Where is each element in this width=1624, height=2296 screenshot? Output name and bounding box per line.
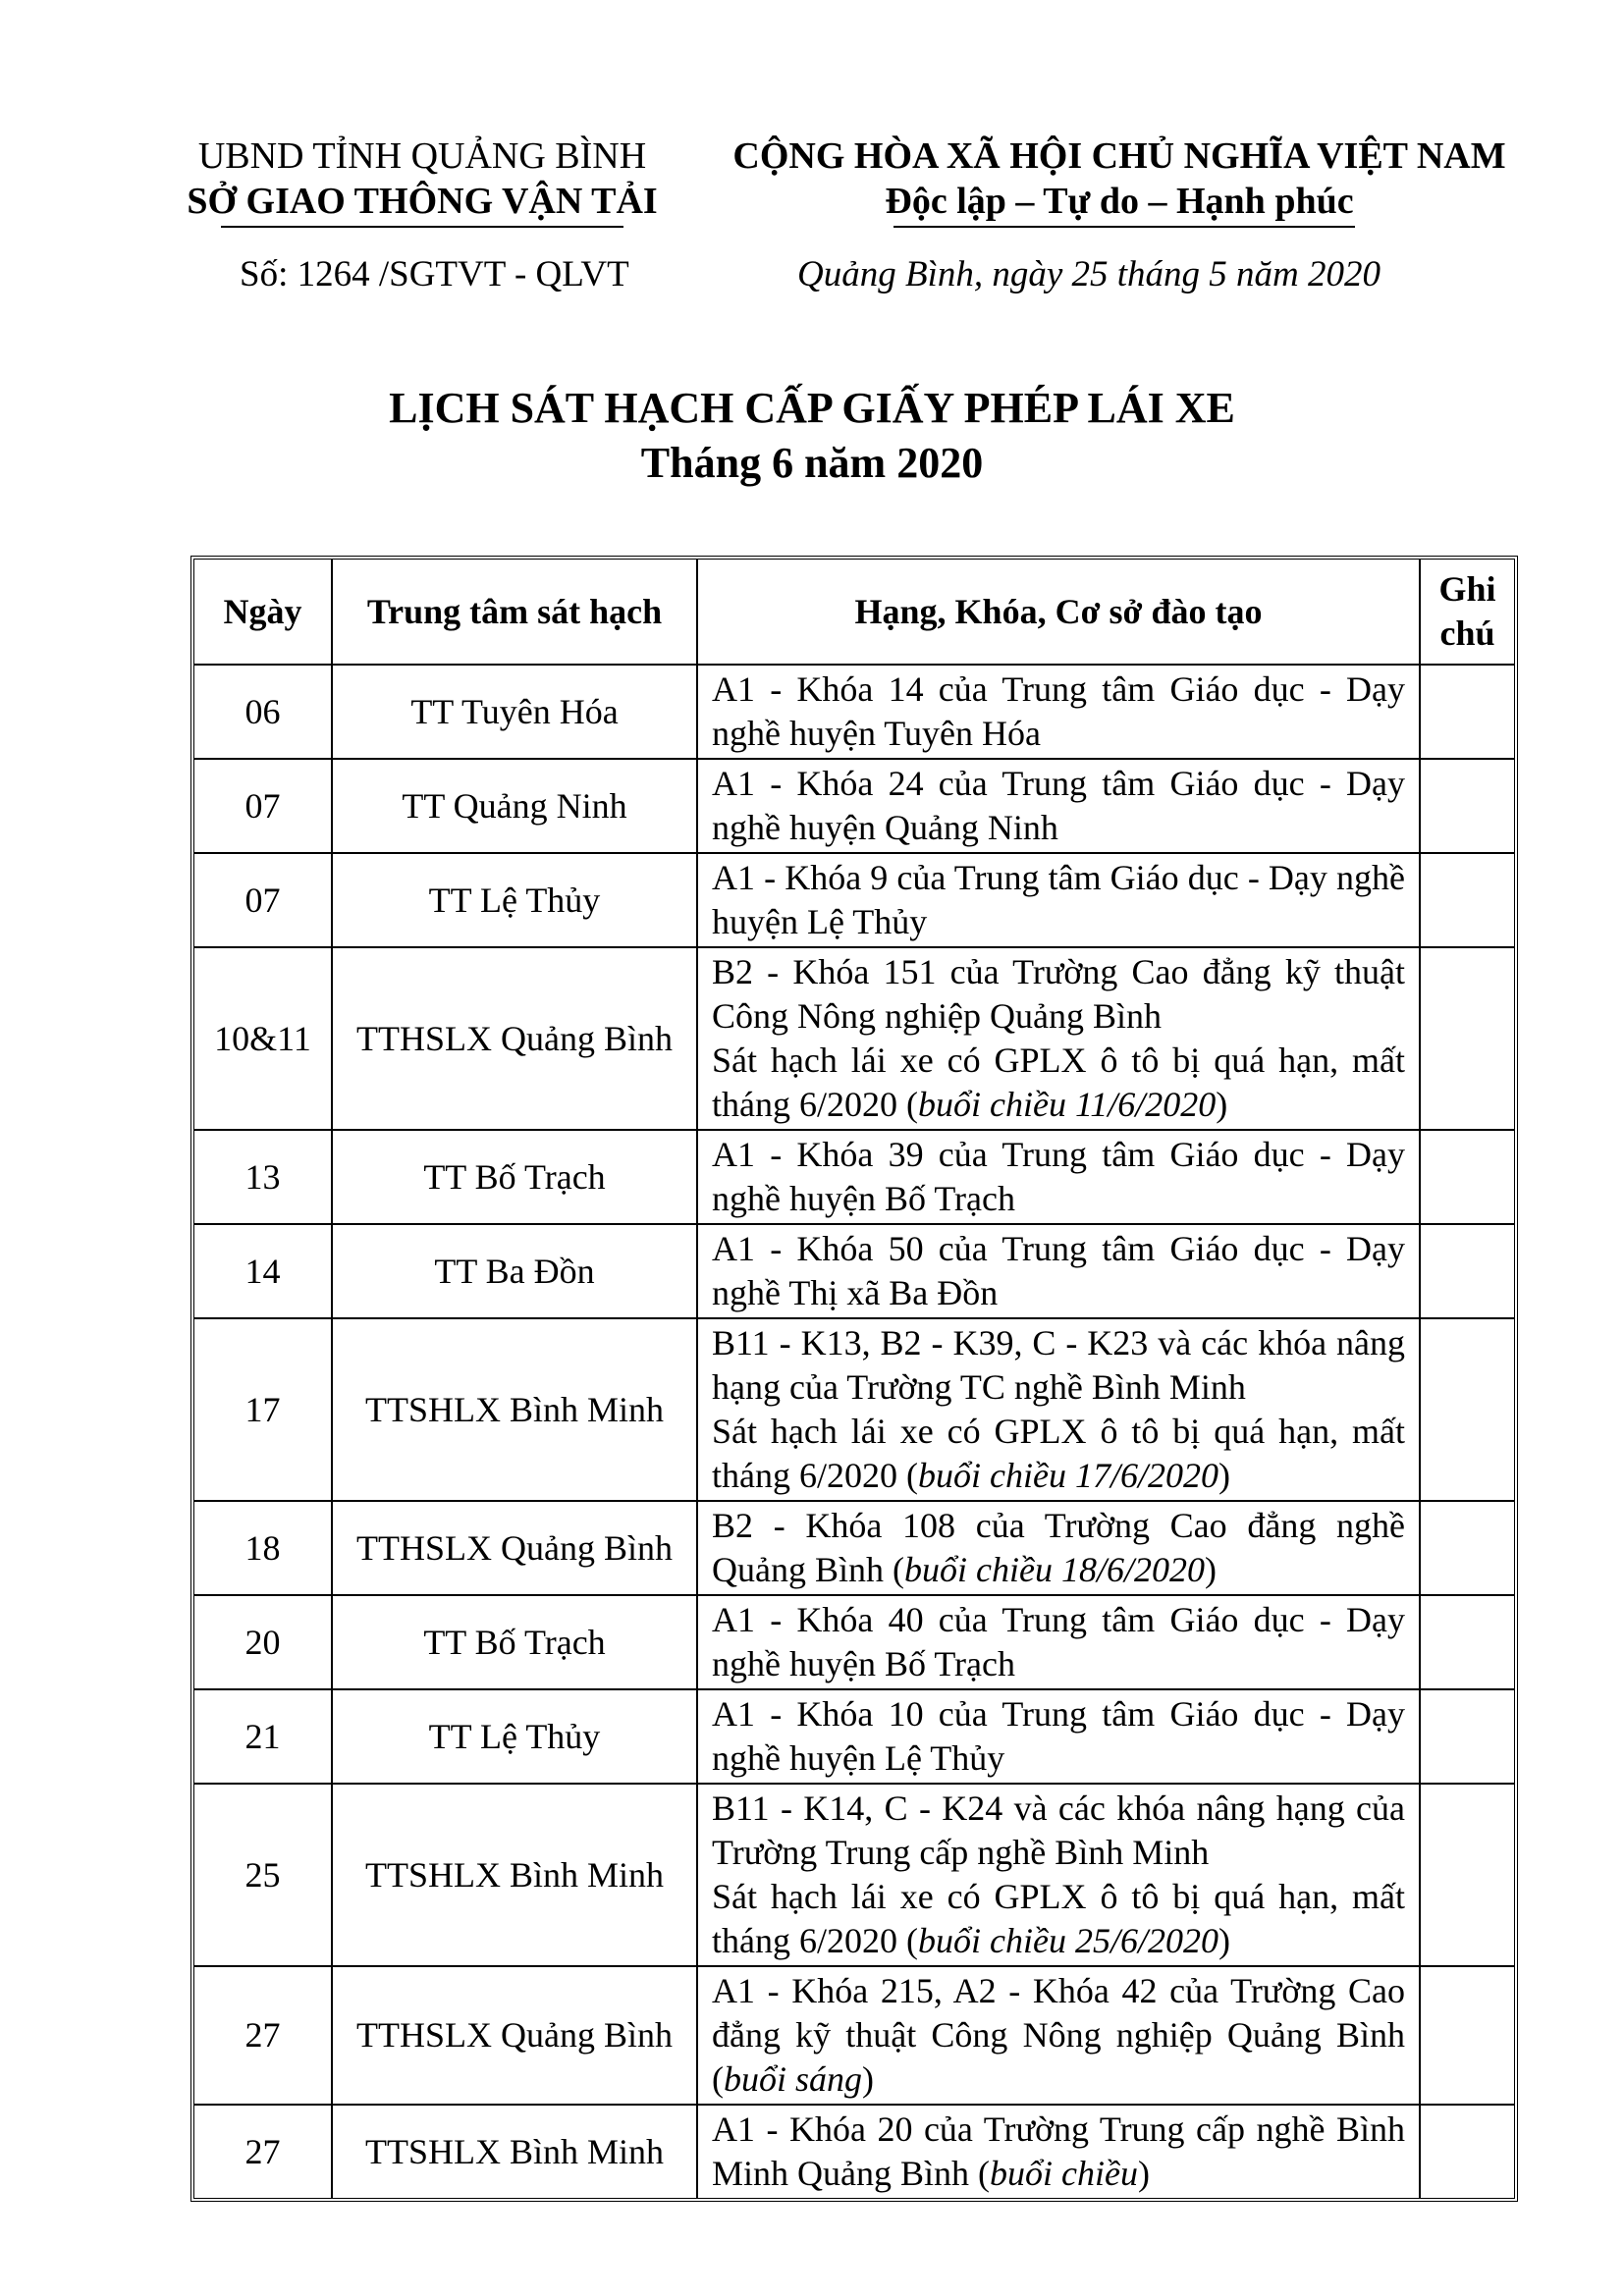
detail-text-end: ): [1137, 2154, 1150, 2193]
detail-line: [712, 1410, 1405, 1498]
row-detail: [697, 1966, 1420, 2105]
row-date: 18: [194, 1501, 332, 1595]
national-heading: [727, 133, 1512, 228]
detail-text: A1 - Khóa 24 của Trung tâm Giáo dục - Dạy nghề huyện Quảng Ninh: [712, 764, 1405, 847]
table-row: [194, 1595, 1514, 1689]
row-note: [1420, 1966, 1514, 2105]
row-center: TTHSLX Quảng Bình: [332, 1966, 697, 2105]
issuer-block: [147, 133, 697, 228]
detail-line: [712, 762, 1405, 850]
detail-line: [712, 1504, 1405, 1592]
document-number: Số: 1264 /SGTVT - QLVT: [240, 254, 629, 294]
detail-text-end: ): [862, 2059, 875, 2099]
detail-text: A1 - Khóa 40 của Trung tâm Giáo dục - Dạy nghề huyện Bố Trạch: [712, 1600, 1405, 1683]
detail-line: [712, 1321, 1405, 1410]
session-time: buổi sáng: [724, 2059, 863, 2099]
detail-line: [712, 2108, 1405, 2196]
detail-line: [712, 1039, 1405, 1127]
detail-text: B11 - K14, C - K24 và các khóa nâng hạng của Trường Trung cấp nghề Bình Minh: [712, 1789, 1405, 1872]
org-parent: UBND TỈNH QUẢNG BÌNH: [197, 135, 647, 177]
table-row: [194, 853, 1514, 947]
row-center: TTSHLX Bình Minh: [332, 1318, 697, 1501]
document-title: LỊCH SÁT HẠCH CẤP GIẤY PHÉP LÁI XE: [389, 384, 1235, 432]
table-row: [194, 1966, 1514, 2105]
row-detail: [697, 1130, 1420, 1224]
row-note: [1420, 1784, 1514, 1966]
schedule-table: [194, 560, 1514, 2198]
table-row: [194, 1318, 1514, 1501]
detail-line: [712, 1787, 1405, 1875]
schedule-table-frame: [190, 556, 1518, 2202]
row-center: TT Lệ Thủy: [332, 1689, 697, 1784]
country-name: CỘNG HÒA XÃ HỘI CHỦ NGHĨA VIỆT NAM: [732, 135, 1506, 177]
header-center: Trung tâm sát hạch: [332, 560, 697, 665]
row-center: TT Bố Trạch: [332, 1595, 697, 1689]
detail-line: [712, 1692, 1405, 1781]
document-subtitle: Tháng 6 năm 2020: [640, 439, 984, 487]
detail-text: A1 - Khóa 9 của Trung tâm Giáo dục - Dạy nghề huyện Lệ Thủy: [712, 858, 1405, 941]
row-detail: [697, 2105, 1420, 2198]
row-date: 06: [194, 665, 332, 759]
row-note: [1420, 853, 1514, 947]
row-detail: [697, 947, 1420, 1130]
row-note: [1420, 1689, 1514, 1784]
row-detail: [697, 1224, 1420, 1318]
row-detail: [697, 1784, 1420, 1966]
row-center: TTHSLX Quảng Bình: [332, 1501, 697, 1595]
session-time: buổi chiều 18/6/2020: [903, 1550, 1205, 1589]
row-center: TTSHLX Bình Minh: [332, 2105, 697, 2198]
detail-line: [712, 1969, 1405, 2102]
org-name: SỞ GIAO THÔNG VẬN TẢI: [187, 181, 658, 222]
detail-text: A1 - Khóa 10 của Trung tâm Giáo dục - Dạy nghề huyện Lệ Thủy: [712, 1694, 1405, 1778]
row-center: TTHSLX Quảng Bình: [332, 947, 697, 1130]
row-date: 14: [194, 1224, 332, 1318]
row-date: 27: [194, 2105, 332, 2198]
row-note: [1420, 1130, 1514, 1224]
table-row: [194, 1784, 1514, 1966]
row-date: 07: [194, 853, 332, 947]
table-row: [194, 947, 1514, 1130]
row-note: [1420, 665, 1514, 759]
detail-text-end: ): [1216, 1085, 1228, 1124]
row-detail: [697, 665, 1420, 759]
detail-line: [712, 667, 1405, 756]
detail-text: A1 - Khóa 39 của Trung tâm Giáo dục - Dạy nghề huyện Bố Trạch: [712, 1135, 1405, 1218]
row-center: TT Bố Trạch: [332, 1130, 697, 1224]
session-time: buổi chiều 25/6/2020: [917, 1921, 1218, 1960]
row-date: 21: [194, 1689, 332, 1784]
detail-text: A1 - Khóa 14 của Trung tâm Giáo dục - Dạy nghề huyện Tuyên Hóa: [712, 669, 1405, 753]
place-date: Quảng Bình, ngày 25 tháng 5 năm 2020: [797, 254, 1381, 294]
row-note: [1420, 1501, 1514, 1595]
table-row: [194, 1501, 1514, 1595]
detail-text: A1 - Khóa 215, A2 - Khóa 42 của Trường Cao đẳng kỹ thuật Công Nông nghiệp Quảng Bình (: [712, 1971, 1405, 2099]
detail-line: [712, 1227, 1405, 1315]
detail-text: A1 - Khóa 50 của Trung tâm Giáo dục - Dạy nghề Thị xã Ba Đồn: [712, 1229, 1405, 1312]
detail-text: Sát hạch lái xe có GPLX ô tô bị quá hạn, mất tháng 6/2020 (: [712, 1412, 1405, 1495]
detail-text: Sát hạch lái xe có GPLX ô tô bị quá hạn, mất tháng 6/2020 (: [712, 1041, 1405, 1124]
header-date: Ngày: [194, 560, 332, 665]
row-center: TT Tuyên Hóa: [332, 665, 697, 759]
detail-text-end: ): [1204, 1550, 1217, 1589]
detail-line: [712, 1875, 1405, 1963]
row-detail: [697, 759, 1420, 853]
table-row: [194, 759, 1514, 853]
header-note: Ghi chú: [1420, 560, 1514, 665]
row-note: [1420, 759, 1514, 853]
detail-line: [712, 1133, 1405, 1221]
detail-line: [712, 950, 1405, 1039]
detail-text-end: ): [1218, 1921, 1230, 1960]
row-note: [1420, 947, 1514, 1130]
row-center: TT Ba Đồn: [332, 1224, 697, 1318]
row-date: 13: [194, 1130, 332, 1224]
row-note: [1420, 2105, 1514, 2198]
table-row: [194, 665, 1514, 759]
row-center: TTSHLX Bình Minh: [332, 1784, 697, 1966]
row-detail: [697, 1501, 1420, 1595]
detail-text: Sát hạch lái xe có GPLX ô tô bị quá hạn, mất tháng 6/2020 (: [712, 1877, 1405, 1960]
session-time: buổi chiều 11/6/2020: [917, 1085, 1217, 1124]
table-row: [194, 1224, 1514, 1318]
row-date: 07: [194, 759, 332, 853]
row-center: TT Lệ Thủy: [332, 853, 697, 947]
detail-text: B2 - Khóa 151 của Trường Cao đẳng kỹ thuật Công Nông nghiệp Quảng Bình: [712, 952, 1405, 1036]
session-time: buổi chiều: [990, 2154, 1138, 2193]
table-row: [194, 2105, 1514, 2198]
detail-line: [712, 1598, 1405, 1686]
row-note: [1420, 1595, 1514, 1689]
row-detail: [697, 853, 1420, 947]
row-note: [1420, 1224, 1514, 1318]
row-detail: [697, 1595, 1420, 1689]
motto: Độc lập – Tự do – Hạnh phúc: [885, 181, 1354, 222]
table-header-row: [194, 560, 1514, 665]
detail-text: B2 - Khóa 108 của Trường Cao đẳng nghề Quảng Bình (: [712, 1506, 1405, 1589]
detail-text: A1 - Khóa 20 của Trường Trung cấp nghề Bình Minh Quảng Bình (: [712, 2109, 1405, 2193]
row-detail: [697, 1689, 1420, 1784]
session-time: buổi chiều 17/6/2020: [917, 1456, 1218, 1495]
org-underline: [221, 226, 623, 228]
row-note: [1420, 1318, 1514, 1501]
row-date: 17: [194, 1318, 332, 1501]
detail-text-end: ): [1218, 1456, 1230, 1495]
header-detail: Hạng, Khóa, Cơ sở đào tạo: [697, 560, 1420, 665]
row-date: 27: [194, 1966, 332, 2105]
row-date: 25: [194, 1784, 332, 1966]
motto-underline: [893, 226, 1355, 228]
table-row: [194, 1689, 1514, 1784]
row-detail: [697, 1318, 1420, 1501]
detail-text: B11 - K13, B2 - K39, C - K23 và các khóa nâng hạng của Trường TC nghề Bình Minh: [712, 1323, 1405, 1407]
row-date: 20: [194, 1595, 332, 1689]
table-row: [194, 1130, 1514, 1224]
detail-line: [712, 856, 1405, 944]
row-date: 10&11: [194, 947, 332, 1130]
row-center: TT Quảng Ninh: [332, 759, 697, 853]
